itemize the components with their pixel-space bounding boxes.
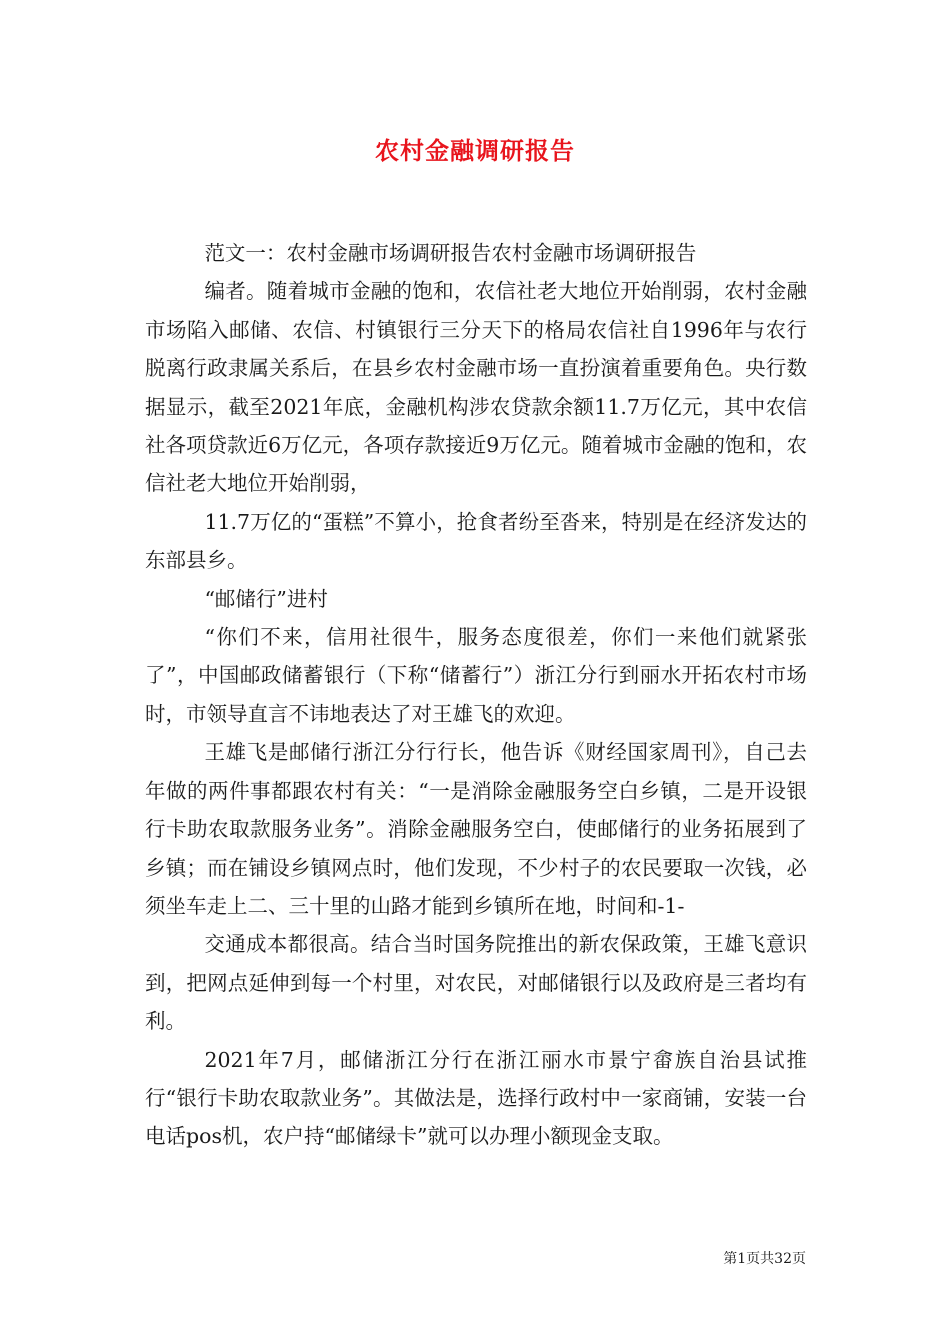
section-subheading: “邮储行”进村 — [204, 586, 328, 611]
paragraph: 交通成本都很高。结合当时国务院推出的新农保政策，王雄飞意识到，把网点延伸到每一个村里，对农民，对邮储银行以及政府是三者均有利。 — [145, 932, 807, 1034]
paragraph-heading-line: 范文一：农村金融市场调研报告农村金融市场调研报告 — [204, 241, 697, 265]
document-title: 农村金融调研报告 — [375, 136, 575, 165]
paragraph: 王雄飞是邮储行浙江分行行长，他告诉《财经国家周刊》，自己去年做的两件事都跟农村有关：“一是消除金融服务空白乡镇，二是开设银行卡助农取款服务业务”。消除金融服务空白，使邮储行的业务拓展到了乡镇；而在铺设乡镇网点时，他们发现，不少村子的农民要取一次钱，必须坐车走上二、三十里的山路才能到乡镇所在地，时间和-1- — [145, 740, 807, 918]
paragraph: 2021年7月，邮储浙江分行在浙江丽水市景宁畲族自治县试推行“银行卡助农取款业务”。其做法是，选择行政村中一家商铺，安装一台电话pos机，农户持“邮储绿卡”就可以办理小额现金支取。 — [145, 1047, 807, 1149]
page-number: 第1页共32页 — [723, 1251, 806, 1267]
paragraph: 编者。随着城市金融的饱和，农信社老大地位开始削弱，农村金融市场陷入邮储、农信、村镇银行三分天下的格局农信社自1996年与农行脱离行政隶属关系后，在县乡农村金融市场一直扮演着重要角色。央行数据显示，截至2021年底，金融机构涉农贷款余额11.7万亿元，其中农信社各项贷款近6万亿元，各项存款接近9万亿元。随着城市金融的饱和，农信社老大地位开始削弱， — [145, 279, 807, 496]
paragraph: 11.7万亿的“蛋糕”不算小，抢食者纷至沓来，特别是在经济发达的东部县乡。 — [145, 509, 807, 573]
document-body — [145, 234, 807, 1156]
paragraph: “你们不来，信用社很牛，服务态度很差，你们一来他们就紧张了”，中国邮政储蓄银行（下称“储蓄行”）浙江分行到丽水开拓农村市场时，市领导直言不讳地表达了对王雄飞的欢迎。 — [145, 625, 807, 726]
